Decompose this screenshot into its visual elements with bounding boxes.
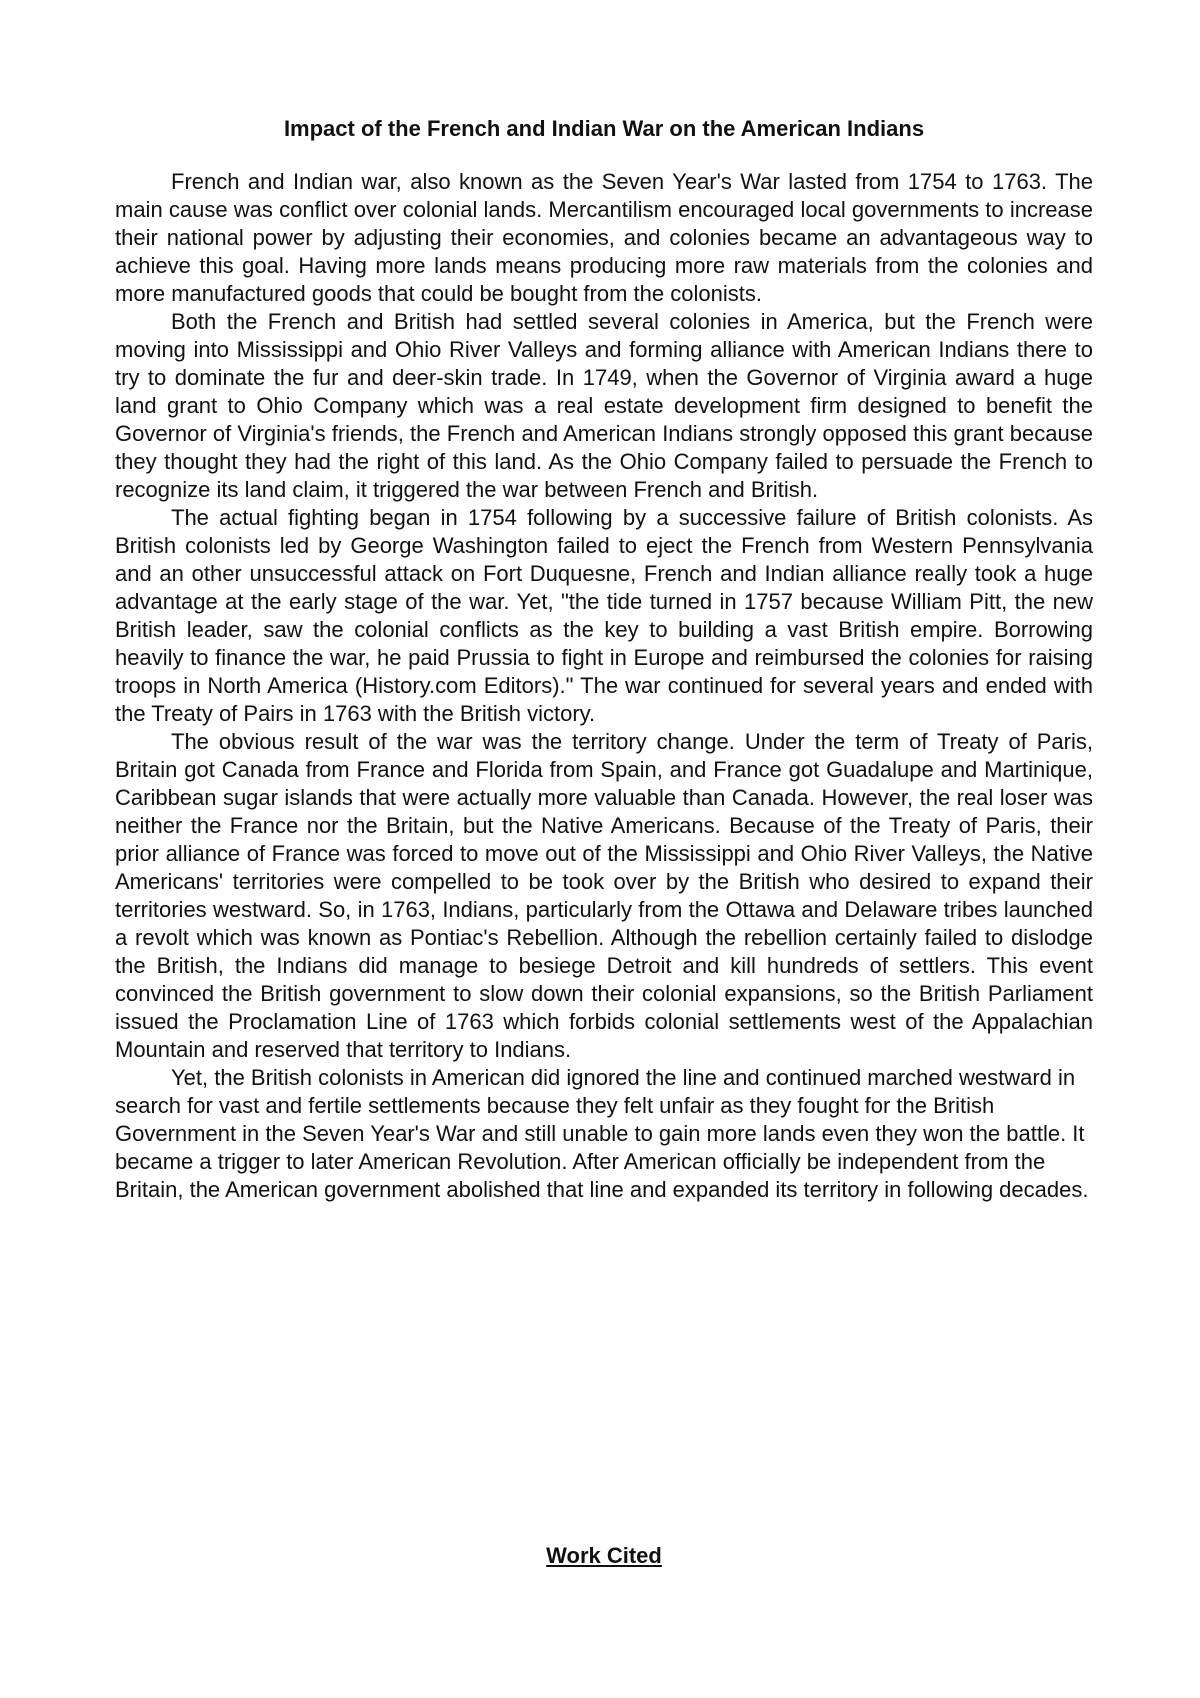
document-title: Impact of the French and Indian War on the American Indians [283, 116, 925, 141]
paragraph-1: French and Indian war, also known as the Seven Year's War lasted from 1754 to 1763. The main cause was conflict over colonial lands. Mercantilism encouraged local governments to increase their national power by adjusting their economies, and colonies became an advantageous way to achieve this goal. Having more lands means producing more raw materials from the colonies and more manufactured goods that could be bought from the colonists. [115, 169, 1093, 306]
works-cited-heading: Work Cited [546, 1543, 662, 1568]
paragraph-4: The obvious result of the war was the territory change. Under the term of Treaty of Paris, Britain got Canada from France and Florida from Spain, and France got Guadalupe and Martinique, Caribbean sugar islands that were actually more valuable than Canada. However, the real loser was neither the France nor the Britain, but the Native Americans. Because of the Treaty of Paris, their prior alliance of France was forced to move out of the Mississippi and Ohio River Valleys, the Native Americans' territories were compelled to be took over by the British who desired to expand their territories westward. So, in 1763, Indians, particularly from the Ottawa and Delaware tribes launched a revolt which was known as Pontiac's Rebellion. Although the rebellion certainly failed to dislodge the British, the Indians did manage to besiege Detroit and kill hundreds of settlers. This event convinced the British government to slow down their colonial expansions, so the British Parliament issued the Proclamation Line of 1763 which forbids colonial settlements west of the Appalachian Mountain and reserved that territory to Indians. [115, 729, 1093, 1062]
paragraph-5: Yet, the British colonists in American did ignored the line and continued marched westward in search for vast and fertile settlements because they felt unfair as they fought for the British Government in the Seven Year's War and still unable to gain more lands even they won the battle. It became a trigger to later American Revolution. After American officially be independent from the Britain, the American government abolished that line and expanded its territory in following decades. [115, 1065, 1089, 1202]
essay-body [115, 168, 1093, 1204]
paragraph-3: The actual fighting began in 1754 following by a successive failure of British colonists. As British colonists led by George Washington failed to eject the French from Western Pennsylvania and an other unsuccessful attack on Fort Duquesne, French and Indian alliance really took a huge advantage at the early stage of the war. Yet, "the tide turned in 1757 because William Pitt, the new British leader, saw the colonial conflicts as the key to building a vast British empire. Borrowing heavily to finance the war, he paid Prussia to fight in Europe and reimbursed the colonies for raising troops in North America (History.com Editors)." The war continued for several years and ended with the Treaty of Pairs in 1763 with the British victory. [115, 505, 1093, 726]
paragraph-2: Both the French and British had settled several colonies in America, but the French were moving into Mississippi and Ohio River Valleys and forming alliance with American Indians there to try to dominate the fur and deer-skin trade. In 1749, when the Governor of Virginia award a huge land grant to Ohio Company which was a real estate development firm designed to benefit the Governor of Virginia's friends, the French and American Indians strongly opposed this grant because they thought they had the right of this land. As the Ohio Company failed to persuade the French to recognize its land claim, it triggered the war between French and British. [115, 309, 1093, 502]
